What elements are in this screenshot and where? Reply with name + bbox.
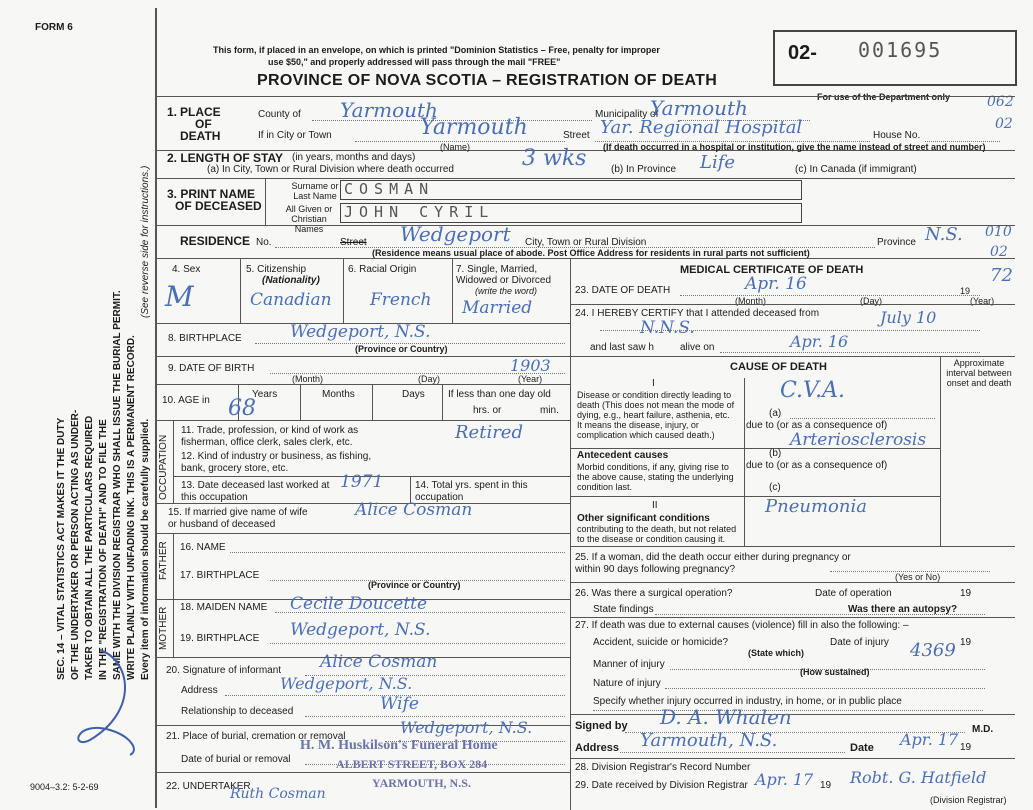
- handwritten-mark: [60, 640, 150, 760]
- stay-a-value: 3 wks: [522, 146, 587, 171]
- side-instruction: TAKER TO OBTAIN ALL THE PARTICULARS REQUIRED: [84, 415, 95, 680]
- cause-c-label: (c): [769, 482, 781, 493]
- manner-label: Manner of injury: [593, 659, 665, 670]
- registration-number: 001695: [858, 38, 943, 62]
- occ13-value: 1971: [340, 472, 384, 492]
- side-instruction: SAME WITH THE DIVISION REGISTRAR WHO SHALL ISSUE THE BURIAL PERMIT.: [112, 290, 123, 680]
- street-value: Yar. Regional Hospital: [600, 117, 803, 138]
- spouse-label: 15. If married give name of wife or husband of deceased: [168, 507, 308, 530]
- certify-to: July 10: [880, 308, 937, 327]
- prov-country: (Province or Country): [355, 344, 448, 354]
- q25-label: 25. If a woman, did the death occur either during pregnancy or within 90 days following pregnancy?: [575, 552, 851, 575]
- registrar-label: (Division Registrar): [930, 795, 1007, 805]
- side-instruction: Every item of information should be carefully supplied.: [140, 418, 151, 680]
- relationship-value: Wife: [380, 694, 419, 714]
- given-label: All Given or Christian Names: [285, 204, 333, 234]
- maiden-label: 18. MAIDEN NAME: [180, 602, 268, 613]
- op-19: 19: [960, 588, 972, 599]
- deceased-label: 3. PRINT NAME: [167, 187, 256, 201]
- age-months: Months: [322, 389, 355, 400]
- signed-label: Signed by: [575, 720, 628, 732]
- province-value: N.S.: [925, 224, 963, 245]
- roman-2: II: [652, 500, 658, 511]
- other-sub: contributing to the death, but not related to the disease or condition causing it.: [577, 524, 737, 544]
- date-signed: Apr. 17: [900, 730, 959, 749]
- surname-value: COSMAN: [344, 180, 435, 198]
- side-reverse-note: (See reverse side for instructions.): [140, 165, 151, 318]
- place-num: 1.: [167, 105, 178, 119]
- form-label: FORM 6: [35, 22, 73, 33]
- last-seen-value: Apr. 16: [790, 332, 849, 351]
- city-label: If in City or Town: [258, 130, 332, 141]
- dept-code: 02: [990, 244, 1008, 260]
- occ11-value: Retired: [455, 422, 523, 443]
- findings-label: State findings: [593, 604, 654, 615]
- yes-no: (Yes or No): [895, 572, 941, 582]
- place-label: OF: [195, 117, 212, 131]
- certify-label: 24. I HEREBY CERTIFY that I attended deceased from: [575, 308, 820, 319]
- date-19: 19: [960, 742, 972, 753]
- alive-on-label: alive on: [680, 342, 715, 353]
- maiden-value: Cecile Doucette: [290, 594, 428, 614]
- dob-day: (Day): [418, 374, 440, 384]
- rule: [155, 258, 1015, 259]
- burial-place-label: 21. Place of burial, cremation or removal: [166, 731, 346, 742]
- cause-b-label: (b): [769, 448, 782, 459]
- stay-c-label: (c) In Canada (if immigrant): [795, 164, 917, 175]
- father-prov: (Province or Country): [368, 580, 461, 590]
- certify-value: N.N.S.: [640, 318, 695, 338]
- side-instruction: IN THE "REGISTRATION OF DEATH" AND TO FILE THE: [98, 419, 109, 680]
- q26-label: 26. Was there a surgical operation?: [575, 588, 733, 599]
- stamp-line1: H. M. Huskilson's Funeral Home: [300, 738, 498, 753]
- interval-label: Approximate interval between onset and death: [946, 358, 1012, 388]
- marital-label: 7. Single, Married, Widowed or Divorced: [456, 264, 552, 286]
- racial-value: French: [370, 290, 432, 310]
- death-day: (Day): [860, 296, 882, 306]
- side-instruction: SEC. 14 – VITAL STATISTICS ACT MAKES IT THE DUTY: [56, 417, 67, 680]
- stay-sub: (in years, months and days): [292, 152, 416, 163]
- q29-label: 29. Date received by Division Registrar: [575, 780, 748, 791]
- residence-street-label: Street: [340, 237, 367, 248]
- registration-prefix: 02-: [788, 42, 817, 64]
- marital-value: Married: [462, 298, 533, 318]
- side-instruction: WRITE PLAINLY WITH UNFADING INK. THIS IS A PERMANENT RECORD.: [126, 335, 137, 680]
- frame-left: [155, 8, 157, 808]
- dept-code: 02: [995, 116, 1013, 132]
- stay-b-value: Life: [700, 152, 736, 173]
- signed-value: D. A. Whalen: [660, 705, 792, 729]
- dob-value: 1903: [510, 356, 551, 375]
- county-label: County of: [258, 109, 301, 120]
- injury-19: 19: [960, 637, 972, 648]
- medical-heading: MEDICAL CERTIFICATE OF DEATH: [680, 264, 864, 276]
- column-divider: [570, 258, 571, 810]
- notice-line2: use $50," and properly addressed will pass through the mail "FREE": [268, 57, 561, 67]
- age-years: Years: [252, 389, 278, 400]
- dept-code: 72: [990, 265, 1013, 286]
- rule: [155, 178, 1015, 179]
- specify-label: Specify whether injury occurred in industry, in home, or in public place: [593, 696, 902, 707]
- death-year: (Year): [970, 296, 995, 306]
- age-label: 10. AGE in: [162, 395, 210, 406]
- death-date-label: 23. DATE OF DEATH: [575, 285, 671, 296]
- dob-year: (Year): [518, 374, 543, 384]
- mother-side: MOTHER: [158, 606, 169, 650]
- how-sustained: (How sustained): [800, 667, 870, 677]
- surname-label: Surname or Last Name: [291, 181, 339, 201]
- stay-a-label: (a) In City, Town or Rural Division where death occurred: [207, 164, 454, 175]
- registrar-signature: Robt. G. Hatfield: [850, 768, 987, 787]
- sex-value: M: [165, 280, 194, 313]
- name-label: (Name): [440, 142, 471, 152]
- age-min: min.: [540, 405, 559, 416]
- address-label: Address: [575, 742, 620, 754]
- stamp-line3: YARMOUTH, N.S.: [372, 776, 471, 790]
- municipality-value: Yarmouth: [650, 96, 748, 120]
- citizen-value: Canadian: [250, 290, 332, 310]
- undertaker-value: Ruth Cosman: [230, 786, 326, 802]
- burial-place-value: Wedgeport, N.S.: [400, 718, 533, 737]
- province-label: Province: [877, 237, 916, 248]
- age-hrs: hrs. or: [473, 405, 502, 416]
- dept-code: 062: [987, 94, 1014, 110]
- q28-label: 28. Division Registrar's Record Number: [575, 762, 751, 773]
- md-label: M.D.: [972, 724, 994, 735]
- cause-b-value: Arteriosclerosis: [790, 430, 927, 450]
- residence-city-label: City, Town or Rural Division: [525, 237, 647, 248]
- address-value: Yarmouth, N.S.: [640, 730, 778, 751]
- spouse-value: Alice Cosman: [355, 500, 473, 520]
- informant-sig-value: Alice Cosman: [320, 652, 438, 672]
- age-value: 68: [228, 396, 256, 421]
- antecedent-sub: Morbid conditions, if any, giving rise to the above cause, stating the underlying condition last.: [577, 462, 734, 492]
- father-side: FATHER: [158, 541, 169, 580]
- birthplace-value: Wedgeport, N.S.: [290, 322, 431, 342]
- footer-code: 9004–3.2: 5-2-69: [30, 782, 99, 792]
- roman-1: I: [652, 378, 655, 389]
- op-date: Date of operation: [815, 588, 892, 599]
- residence-note: (Residence means usual place of abode. Post Office Address for residents in rural parts not sufficient): [372, 248, 810, 258]
- relationship-label: Relationship to deceased: [181, 706, 294, 717]
- undertaker-label: 22. UNDERTAKER: [166, 781, 251, 792]
- due-to: due to (or as a consequence of): [746, 460, 888, 471]
- racial-label: 6. Racial Origin: [348, 264, 417, 275]
- place-label: DEATH: [180, 129, 221, 143]
- cause-a-label: (a): [769, 408, 782, 419]
- record-value: 4369: [910, 640, 956, 661]
- citizen-label: 5. Citizenship: [246, 264, 307, 275]
- residence-label: RESIDENCE: [180, 234, 251, 248]
- notice-line1: This form, if placed in an envelope, on which is printed "Dominion Statistics – Free, penalty for improper: [213, 45, 660, 55]
- cause-c-value: Pneumonia: [765, 496, 867, 517]
- received-19: 19: [820, 780, 832, 791]
- informant-address-value: Wedgeport, N.S.: [280, 674, 413, 693]
- age-days: Days: [402, 389, 425, 400]
- rule: [155, 96, 1015, 97]
- hospital-note: (If death occurred in a hospital or institution, give the name instead of street and number): [603, 142, 986, 152]
- death-month: (Month): [735, 296, 767, 306]
- dept-use-label: For use of the Department only: [817, 92, 951, 102]
- date-label: Date: [850, 742, 874, 754]
- other-label: Other significant conditions: [577, 513, 710, 524]
- street-label: Street: [563, 130, 590, 141]
- occupation-side: OCCUPATION: [158, 434, 169, 500]
- direct-label: Disease or condition directly leading to death (This does not mean the mode of dying, e.g., heart failure, asthenia, etc. It means the disease, injury, or complication which caused death.): [577, 390, 735, 440]
- autopsy-label: Was there an autopsy?: [848, 604, 958, 615]
- place-label: PLACE: [180, 105, 221, 119]
- death-19: 19: [960, 286, 971, 296]
- state-which: (State which): [748, 648, 805, 658]
- birthplace-label: 8. BIRTHPLACE: [168, 333, 242, 344]
- county-value: Yarmouth: [340, 98, 438, 122]
- q27-label: 27. If death was due to external causes (violence) fill in also the following: –: [575, 620, 909, 631]
- stay-label: 2. LENGTH OF STAY: [167, 151, 284, 165]
- stay-b-label: (b) In Province: [611, 164, 677, 175]
- form-title: PROVINCE OF NOVA SCOTIA – REGISTRATION OF DEATH: [257, 72, 718, 89]
- residence-no-label: No.: [256, 237, 272, 248]
- citizen-sub: (Nationality): [262, 275, 320, 286]
- informant-address-label: Address: [181, 685, 218, 696]
- occ13-label: 13. Date deceased last worked at this occupation: [181, 480, 330, 503]
- occ14-label: 14. Total yrs. spent in this occupation: [415, 480, 528, 503]
- cause-a-value: C.V.A.: [780, 378, 845, 403]
- mother-birthplace-value: Wedgeport, N.S.: [290, 620, 431, 640]
- antecedent-label: Antecedent causes: [577, 450, 669, 461]
- dob-label: 9. DATE OF BIRTH: [168, 363, 255, 374]
- municipality-label: Municipality of: [595, 109, 659, 120]
- due-to: due to (or as a consequence of): [746, 420, 888, 431]
- received-value: Apr. 17: [755, 770, 814, 789]
- side-instruction: OF THE UNDERTAKER OR PERSON ACTING AS UNDER-: [70, 409, 81, 680]
- accident-label: Accident, suicide or homicide?: [593, 637, 729, 648]
- nature-label: Nature of injury: [593, 678, 661, 689]
- deceased-label: OF DECEASED: [175, 199, 262, 213]
- burial-date-label: Date of burial or removal: [181, 754, 291, 765]
- father-name-label: 16. NAME: [180, 542, 226, 553]
- residence-value: Wedgeport: [400, 222, 511, 246]
- occ12-label: 12. Kind of industry or business, as fishing, bank, grocery store, etc.: [181, 451, 372, 474]
- stamp-line2: ALBERT STREET, BOX 284: [336, 757, 488, 771]
- dob-month: (Month): [292, 374, 324, 384]
- informant-sig-label: 20. Signature of informant: [166, 665, 282, 676]
- dept-code: 010: [985, 224, 1012, 240]
- cause-heading: CAUSE OF DEATH: [730, 361, 827, 373]
- mother-birthplace-label: 19. BIRTHPLACE: [180, 633, 260, 644]
- death-date-value: Apr. 16: [745, 274, 807, 294]
- given-value: JOHN CYRIL: [344, 203, 495, 221]
- age-less-day: If less than one day old: [448, 389, 551, 400]
- father-birthplace-label: 17. BIRTHPLACE: [180, 570, 260, 581]
- occ11-label: 11. Trade, profession, or kind of work as fisherman, office clerk, sales clerk, etc.: [181, 425, 359, 448]
- marital-sub: (write the word): [475, 286, 538, 296]
- sex-label: 4. Sex: [172, 264, 201, 275]
- house-label: House No.: [873, 130, 921, 141]
- injury-date: Date of injury: [830, 637, 889, 648]
- last-seen-label: and last saw h: [590, 342, 654, 353]
- city-value: Yarmouth: [420, 115, 528, 140]
